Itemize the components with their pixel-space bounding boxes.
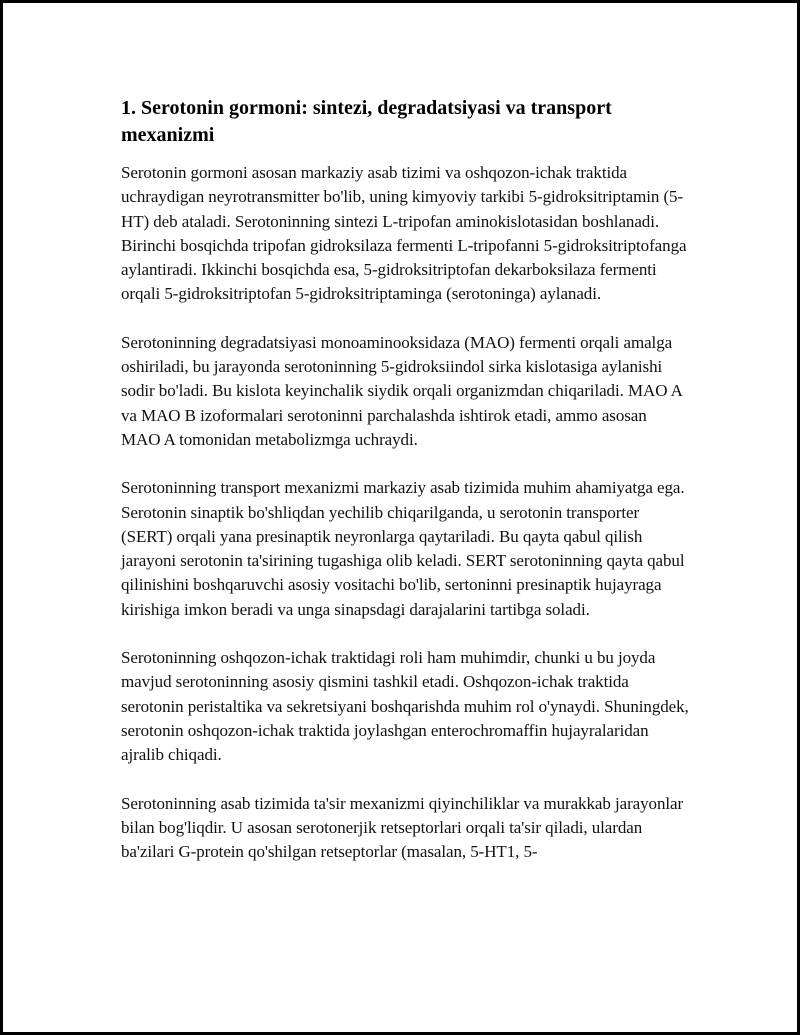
document-body [121,95,689,888]
paragraph-gut-role: Serotoninning oshqozon-ichak traktidagi roli ham muhimdir, chunki u bu joyda mavjud serotoninning asosiy qismini tashkil etadi. Oshqozon-ichak traktida serotonin peristaltika va sekretsiyani boshqarishda muhim rol o'ynaydi. Shuningdek, serotonin oshqozon-ichak traktida joylashgan enterochromaffin hujayralaridan ajralib chiqadi. [121,648,689,765]
section-title: 1. Serotonin gormoni: sintezi, degradatsiyasi va transport mexanizmi [121,97,612,146]
paragraph-nervous-system: Serotoninning asab tizimida ta'sir mexanizmi qiyinchiliklar va murakkab jarayonlar bilan bog'liqdir. U asosan serotonerjik retseptorlari orqali ta'sir qiladi, ulardan ba'zilari G-protein qo'shilgan retseptorlar (masalan, 5-HT1, 5- [121,793,684,862]
paragraph-transport: Serotoninning transport mexanizmi markaziy asab tizimida muhim ahamiyatga ega. Serotonin sinaptik bo'shliqdan yechilib chiqarilganda, u serotonin transporter (SERT) orqali yana presinaptik neyronlarga qaytariladi. Bu qayta qabul qilish jarayoni serotonin ta'sirining tugashiga olib keladi. SERT serotoninning qayta qabul qilinishini boshqaruvchi asosiy vositachi bo'lib, sertoninni presinaptik hujayraga kirishiga imkon beradi va unga sinapsdagi darajalarini tartibga soladi. [121,478,685,619]
paragraph-degradation: Serotoninning degradatsiyasi monoaminooksidaza (MAO) fermenti orqali amalga oshiriladi, bu jarayonda serotoninning 5-gidroksiindol sirka kislotasiga aylanishi sodir bo'ladi. Bu kislota keyinchalik siydik orqali organizmdan chiqariladi. MAO A va MAO B izoformalari serotoninni parchalashda ishtirok etadi, ammo asosan MAO A tomonidan metabolizmga uchraydi. [121,332,682,449]
paragraph-synthesis: Serotonin gormoni asosan markaziy asab tizimi va oshqozon-ichak traktida uchraydigan neyrotransmitter bo'lib, uning kimyoviy tarkibi 5-gidroksitriptamin (5-HT) deb ataladi. Serotoninning sintezi L-tripofan aminokislotasidan boshlanadi. Birinchi bosqichda tripofan gidroksilaza fermenti L-tripofanni 5-gidroksitriptofanga aylantiradi. Ikkinchi bosqichda esa, 5-gidroksitriptofan dekarboksilaza fermenti orqali 5-gidroksitriptofan 5-gidroksitriptaminga (serotoninga) aylanadi. [121,163,687,304]
